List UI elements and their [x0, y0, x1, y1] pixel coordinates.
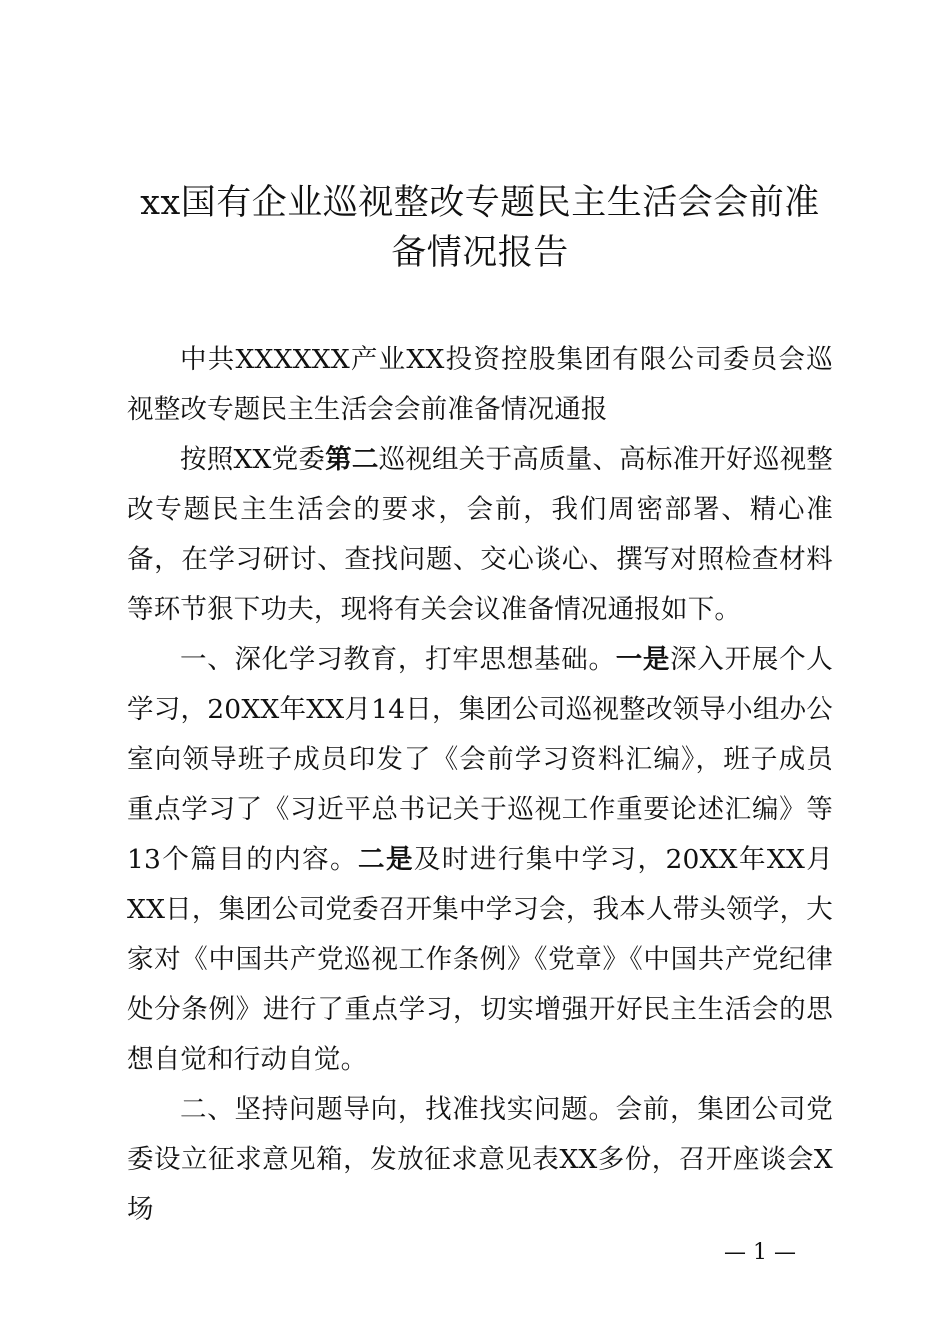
bold-text-run: 第二: [325, 444, 379, 475]
paragraph-section-two: [127, 1085, 833, 1235]
paragraph-recipient: [127, 335, 833, 435]
text-run: 一、深化学习教育，打牢思想基础。: [180, 644, 616, 675]
text-run: 二、坚持问题导向，找准找实问题。会前，集团公司党委设立征求意见箱，发放征求意见表XX多份，召开座谈会X场: [127, 1094, 833, 1225]
text-run: 巡视组关于高质量、高标准开好巡视整改专题民主生活会的要求，会前，我们周密部署、精心准备，在学习研讨、查找问题、交心谈心、撰写对照检查材料等环节狠下功夫，现将有关会议准备情况通报如下。: [127, 444, 833, 625]
text-run: 深入开展个人学习，20XX年XX月14日，集团公司巡视整改领导小组办公室向领导班子成员印发了《会前学习资料汇编》，班子成员重点学习了《习近平总书记关于巡视工作重要论述汇编》等13个篇目的内容。: [127, 644, 834, 875]
paragraph-intro: [127, 435, 833, 635]
bold-text-run: 二是: [358, 844, 414, 875]
document-body: [127, 335, 833, 1235]
page-number: — 1 —: [724, 1240, 796, 1265]
paragraph-section-one: [127, 635, 833, 1085]
document-title: xx国有企业巡视整改专题民主生活会会前准备情况报告: [140, 183, 820, 273]
text-run: 及时进行集中学习，20XX年XX月XX日，集团公司党委召开集中学习会，我本人带头领学，大家对《中国共产党巡视工作条例》《党章》《中国共产党纪律处分条例》进行了重点学习，切实增强开好民主生活会的思想自觉和行动自觉。: [127, 844, 833, 1075]
text-run: 按照XX党委: [180, 444, 326, 475]
bold-text-run: 一是: [615, 644, 671, 675]
text-run: 中共XXXXXX产业XX投资控股集团有限公司委员会巡视整改专题民主生活会会前准备情况通报: [127, 344, 833, 425]
